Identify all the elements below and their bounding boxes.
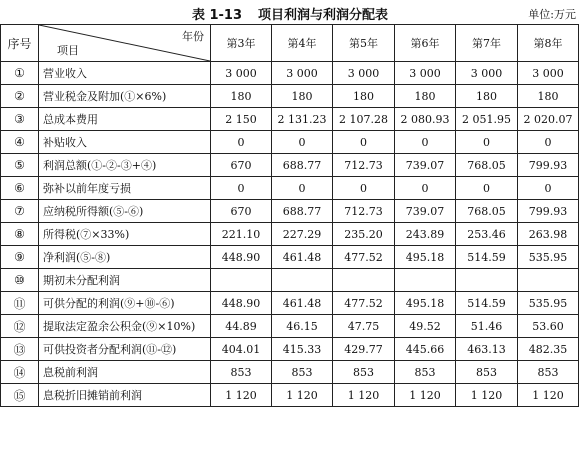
row-seq: ⑪	[1, 292, 39, 315]
row-seq: ⑦	[1, 200, 39, 223]
row-value: 180	[272, 85, 333, 108]
row-value: 688.77	[272, 154, 333, 177]
row-item: 所得税(⑦×33%)	[39, 223, 211, 246]
row-seq: ⑩	[1, 269, 39, 292]
row-value: 0	[518, 131, 579, 154]
row-item: 利润总额(①-②-③+④)	[39, 154, 211, 177]
row-value: 768.05	[456, 154, 518, 177]
row-value: 535.95	[518, 246, 579, 269]
row-value: 739.07	[395, 154, 456, 177]
row-value: 0	[211, 131, 272, 154]
row-value: 445.66	[395, 338, 456, 361]
row-value: 0	[211, 177, 272, 200]
row-value: 235.20	[333, 223, 395, 246]
row-item: 息税前利润	[39, 361, 211, 384]
row-value: 180	[211, 85, 272, 108]
row-value: 0	[456, 177, 518, 200]
row-value: 0	[456, 131, 518, 154]
row-seq: ③	[1, 108, 39, 131]
row-value: 853	[456, 361, 518, 384]
row-item: 期初未分配利润	[39, 269, 211, 292]
row-seq: ①	[1, 62, 39, 85]
profit-distribution-table	[0, 24, 579, 407]
row-value: 404.01	[211, 338, 272, 361]
row-value: 1 120	[211, 384, 272, 407]
row-value: 712.73	[333, 154, 395, 177]
header-year-col: 第8年	[518, 25, 579, 62]
row-value: 495.18	[395, 246, 456, 269]
row-value: 2 020.07	[518, 108, 579, 131]
row-item: 营业收入	[39, 62, 211, 85]
row-value: 3 000	[333, 62, 395, 85]
table-row	[1, 62, 579, 85]
row-value: 463.13	[456, 338, 518, 361]
row-value: 799.93	[518, 154, 579, 177]
row-value: 670	[211, 200, 272, 223]
row-value: 180	[333, 85, 395, 108]
row-value: 2 107.28	[333, 108, 395, 131]
row-item: 补贴收入	[39, 131, 211, 154]
row-value: 688.77	[272, 200, 333, 223]
row-value: 1 120	[333, 384, 395, 407]
header-year-col: 第6年	[395, 25, 456, 62]
table-row	[1, 131, 579, 154]
row-seq: ④	[1, 131, 39, 154]
row-value: 853	[211, 361, 272, 384]
row-value: 1 120	[272, 384, 333, 407]
table-row	[1, 223, 579, 246]
row-value	[272, 269, 333, 292]
row-value: 44.89	[211, 315, 272, 338]
row-value: 3 000	[395, 62, 456, 85]
row-item: 可供分配的利润(⑨+⑩-⑥)	[39, 292, 211, 315]
row-value: 180	[395, 85, 456, 108]
row-value: 49.52	[395, 315, 456, 338]
row-value: 2 080.93	[395, 108, 456, 131]
row-value: 1 120	[518, 384, 579, 407]
table-row	[1, 315, 579, 338]
row-value: 768.05	[456, 200, 518, 223]
table-row	[1, 269, 579, 292]
row-value: 853	[395, 361, 456, 384]
row-value: 853	[518, 361, 579, 384]
row-item: 营业税金及附加(①×6%)	[39, 85, 211, 108]
row-value: 221.10	[211, 223, 272, 246]
row-value: 2 131.23	[272, 108, 333, 131]
row-value: 1 120	[395, 384, 456, 407]
header-year-col: 第3年	[211, 25, 272, 62]
row-value	[456, 269, 518, 292]
row-value: 51.46	[456, 315, 518, 338]
row-value: 461.48	[272, 292, 333, 315]
table-row	[1, 246, 579, 269]
table-row	[1, 154, 579, 177]
row-value: 799.93	[518, 200, 579, 223]
row-seq: ⑤	[1, 154, 39, 177]
header-year-label: 年份	[182, 30, 204, 43]
row-value: 448.90	[211, 292, 272, 315]
row-value: 3 000	[518, 62, 579, 85]
row-value	[333, 269, 395, 292]
row-value: 1 120	[456, 384, 518, 407]
row-value: 53.60	[518, 315, 579, 338]
row-item: 总成本费用	[39, 108, 211, 131]
row-value: 477.52	[333, 292, 395, 315]
row-item: 净利润(⑤-⑧)	[39, 246, 211, 269]
row-value: 448.90	[211, 246, 272, 269]
row-value: 0	[395, 177, 456, 200]
row-value: 514.59	[456, 246, 518, 269]
row-seq: ②	[1, 85, 39, 108]
row-value: 739.07	[395, 200, 456, 223]
row-value: 477.52	[333, 246, 395, 269]
row-value: 0	[272, 131, 333, 154]
row-seq: ⑬	[1, 338, 39, 361]
row-item: 提取法定盈余公积金(⑨×10%)	[39, 315, 211, 338]
row-item: 弥补以前年度亏损	[39, 177, 211, 200]
row-value: 514.59	[456, 292, 518, 315]
table-number: 表 1-13	[191, 8, 243, 23]
row-value: 535.95	[518, 292, 579, 315]
row-item: 可供投资者分配利润(⑪-⑫)	[39, 338, 211, 361]
row-value: 461.48	[272, 246, 333, 269]
row-seq: ⑨	[1, 246, 39, 269]
row-value: 227.29	[272, 223, 333, 246]
table-row	[1, 108, 579, 131]
row-value: 0	[518, 177, 579, 200]
row-value: 2 150	[211, 108, 272, 131]
row-value: 180	[518, 85, 579, 108]
table-row	[1, 177, 579, 200]
unit-label: 单位:万元	[528, 8, 576, 21]
row-value: 3 000	[211, 62, 272, 85]
row-value	[211, 269, 272, 292]
row-value: 415.33	[272, 338, 333, 361]
row-value: 46.15	[272, 315, 333, 338]
row-value: 0	[272, 177, 333, 200]
table-row	[1, 292, 579, 315]
row-item: 应纳税所得额(⑤-⑥)	[39, 200, 211, 223]
table-row	[1, 85, 579, 108]
header-year-col: 第5年	[333, 25, 395, 62]
header-corner-cell	[39, 25, 211, 62]
header-item-label: 项目	[57, 44, 79, 57]
table-row	[1, 200, 579, 223]
row-seq: ⑧	[1, 223, 39, 246]
row-value: 3 000	[456, 62, 518, 85]
header-year-col: 第7年	[456, 25, 518, 62]
row-value: 243.89	[395, 223, 456, 246]
row-value: 670	[211, 154, 272, 177]
row-value: 853	[272, 361, 333, 384]
row-value: 2 051.95	[456, 108, 518, 131]
row-value: 0	[333, 177, 395, 200]
row-value: 495.18	[395, 292, 456, 315]
row-value: 0	[395, 131, 456, 154]
row-value	[518, 269, 579, 292]
table-row	[1, 361, 579, 384]
table-row	[1, 338, 579, 361]
row-value	[395, 269, 456, 292]
row-value: 429.77	[333, 338, 395, 361]
row-value: 263.98	[518, 223, 579, 246]
row-value: 0	[333, 131, 395, 154]
row-seq: ⑭	[1, 361, 39, 384]
row-value: 853	[333, 361, 395, 384]
header-seq: 序号	[1, 25, 39, 62]
row-value: 3 000	[272, 62, 333, 85]
row-value: 712.73	[333, 200, 395, 223]
row-value: 47.75	[333, 315, 395, 338]
table-body	[1, 62, 579, 407]
header-row	[1, 25, 579, 62]
row-seq: ⑫	[1, 315, 39, 338]
table-title-text: 项目利润与利润分配表	[258, 8, 389, 23]
table-title	[0, 4, 580, 23]
row-value: 482.35	[518, 338, 579, 361]
row-seq: ⑥	[1, 177, 39, 200]
row-value: 180	[456, 85, 518, 108]
table-row	[1, 384, 579, 407]
row-value: 253.46	[456, 223, 518, 246]
header-year-col: 第4年	[272, 25, 333, 62]
row-item: 息税折旧摊销前利润	[39, 384, 211, 407]
row-seq: ⑮	[1, 384, 39, 407]
